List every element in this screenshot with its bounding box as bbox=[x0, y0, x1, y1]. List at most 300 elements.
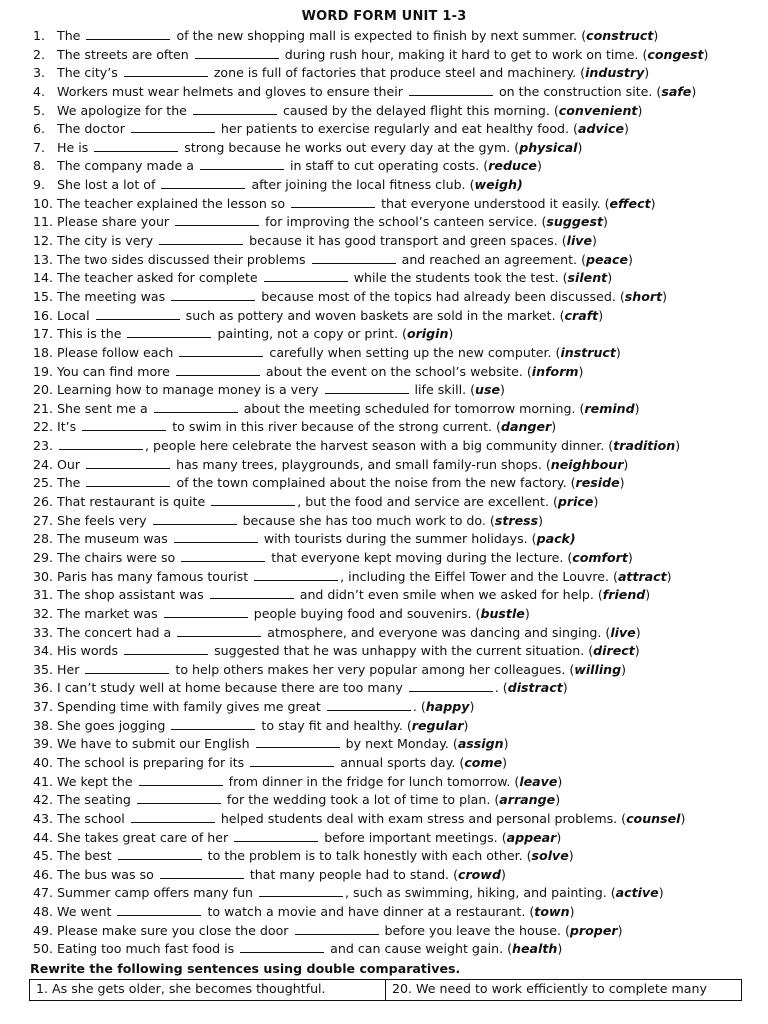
answer-blank[interactable] bbox=[159, 232, 243, 245]
answer-blank[interactable] bbox=[171, 717, 255, 730]
item-sentence bbox=[57, 605, 530, 624]
root-word: counsel bbox=[626, 810, 681, 826]
sentence-end: people buying food and souvenirs. ( bbox=[249, 605, 481, 621]
item-sentence bbox=[57, 549, 633, 568]
answer-blank[interactable] bbox=[131, 810, 215, 823]
item-sentence bbox=[57, 903, 575, 922]
sentence-end: suggested that he was unhappy with the current situation. ( bbox=[210, 643, 594, 659]
table-row bbox=[30, 980, 742, 1001]
answer-blank[interactable] bbox=[86, 456, 170, 469]
sentence-start: The two sides discussed their problems bbox=[57, 251, 310, 267]
root-word: use bbox=[475, 382, 501, 398]
item-sentence bbox=[57, 139, 582, 158]
root-word: inform bbox=[531, 363, 579, 379]
closing-paren: ) bbox=[469, 699, 475, 715]
sentence-start: The school is preparing for its bbox=[57, 754, 249, 770]
exercise-item bbox=[33, 810, 763, 829]
sentence-end: helped students deal with exam stress and personal problems. ( bbox=[216, 810, 627, 826]
exercise-item bbox=[33, 102, 763, 121]
sentence-start: Our bbox=[57, 456, 85, 472]
exercise-item bbox=[33, 232, 763, 251]
sentence-start: She lost a lot of bbox=[57, 177, 160, 193]
closing-paren: ) bbox=[538, 512, 544, 528]
closing-paren: ) bbox=[577, 139, 583, 155]
sentence-end: because it has good transport and green spaces. ( bbox=[245, 233, 567, 249]
item-number: 19. bbox=[33, 363, 54, 379]
root-word: advice bbox=[577, 121, 624, 137]
item-sentence bbox=[57, 717, 468, 736]
item-number: 29. bbox=[33, 549, 54, 565]
rewrite-cell-right: 20. We need to work efficiently to complete many bbox=[386, 980, 742, 1001]
answer-blank[interactable] bbox=[234, 829, 318, 842]
answer-blank[interactable] bbox=[124, 642, 208, 655]
answer-blank[interactable] bbox=[171, 288, 255, 301]
item-sentence bbox=[57, 269, 612, 288]
sentence-start: Learning how to manage money is a very bbox=[57, 382, 323, 398]
sentence-start: She takes great care of her bbox=[57, 829, 233, 845]
root-word: pack) bbox=[536, 531, 576, 547]
sentence-start: The teacher explained the lesson so bbox=[57, 195, 290, 211]
item-number: 6. bbox=[33, 121, 46, 137]
root-word: neighbour bbox=[550, 456, 624, 472]
item-number: 15. bbox=[33, 288, 54, 304]
sentence-start: The doctor bbox=[57, 121, 129, 137]
answer-blank[interactable] bbox=[164, 605, 248, 618]
root-word: live bbox=[566, 233, 593, 249]
root-word: physical bbox=[519, 139, 578, 155]
item-sentence bbox=[57, 213, 608, 232]
closing-paren: ) bbox=[557, 941, 563, 957]
answer-blank[interactable] bbox=[312, 251, 396, 264]
closing-paren: ) bbox=[658, 885, 664, 901]
exercise-item bbox=[33, 586, 763, 605]
item-sentence bbox=[57, 157, 542, 176]
answer-blank[interactable] bbox=[409, 83, 493, 96]
closing-paren: ) bbox=[602, 214, 608, 230]
item-sentence bbox=[57, 512, 543, 531]
sentence-start: That restaurant is quite bbox=[57, 494, 210, 510]
root-word: health bbox=[512, 941, 558, 957]
sentence-end: her patients to exercise regularly and eat healthy food. ( bbox=[216, 121, 578, 137]
root-word: friend bbox=[602, 587, 646, 603]
exercise-item bbox=[33, 512, 763, 531]
answer-blank[interactable] bbox=[193, 102, 277, 115]
item-sentence bbox=[57, 754, 507, 773]
closing-paren: ) bbox=[634, 400, 640, 416]
closing-paren: ) bbox=[675, 438, 681, 454]
item-number: 41. bbox=[33, 773, 54, 789]
answer-blank[interactable] bbox=[291, 195, 375, 208]
sentence-end: such as pottery and woven baskets are sold in the market. ( bbox=[181, 307, 565, 323]
exercise-item bbox=[33, 530, 763, 549]
closing-paren: ) bbox=[653, 28, 659, 43]
item-number: 21. bbox=[33, 400, 54, 416]
exercise-item bbox=[33, 456, 763, 475]
item-sentence bbox=[57, 176, 523, 195]
rewrite-table bbox=[29, 979, 742, 1001]
item-number: 35. bbox=[33, 661, 54, 677]
sentence-end: , people here celebrate the harvest season with a big community dinner. ( bbox=[145, 438, 614, 454]
closing-paren: ) bbox=[448, 326, 454, 342]
sentence-end: and didn’t even smile when we asked for help. ( bbox=[295, 587, 603, 603]
sentence-start: The school bbox=[57, 810, 129, 826]
root-word: leave bbox=[519, 773, 558, 789]
answer-blank[interactable] bbox=[154, 400, 238, 413]
item-sentence bbox=[57, 866, 506, 885]
closing-paren: ) bbox=[628, 251, 633, 267]
sentence-start: This is the bbox=[57, 326, 126, 342]
root-word: crowd bbox=[457, 866, 501, 882]
item-number: 50. bbox=[33, 941, 54, 957]
exercise-item bbox=[33, 83, 763, 102]
root-word: congest bbox=[647, 46, 704, 62]
closing-paren: ) bbox=[650, 195, 656, 211]
item-number: 2. bbox=[33, 46, 46, 62]
closing-paren: ) bbox=[615, 344, 621, 360]
closing-paren: ) bbox=[634, 643, 640, 659]
sentence-start: The bbox=[57, 475, 85, 491]
sentence-end: caused by the delayed flight this morning. ( bbox=[278, 102, 559, 118]
root-word: reduce bbox=[488, 158, 537, 174]
sentence-start: Spending time with family gives me great bbox=[57, 699, 325, 715]
answer-blank[interactable] bbox=[86, 474, 170, 487]
root-word: reside bbox=[575, 475, 620, 491]
sentence-end: strong because he works out every day at the gym. ( bbox=[180, 139, 520, 155]
root-word: construct bbox=[586, 28, 654, 43]
closing-paren: ) bbox=[593, 494, 599, 510]
sentence-end: after joining the local fitness club. ( bbox=[247, 177, 475, 193]
item-number: 39. bbox=[33, 736, 54, 752]
sentence-end: atmosphere, and everyone was dancing and singing. ( bbox=[263, 624, 611, 640]
root-word: convenient bbox=[558, 102, 638, 118]
item-number: 23. bbox=[33, 438, 54, 454]
exercise-item bbox=[33, 363, 763, 382]
sentence-start: The shop assistant was bbox=[57, 587, 208, 603]
sentence-end: and can cause weight gain. ( bbox=[326, 941, 513, 957]
item-sentence bbox=[57, 661, 626, 680]
sentence-end: before you leave the house. ( bbox=[380, 922, 570, 938]
item-number: 25. bbox=[33, 475, 54, 491]
answer-blank[interactable] bbox=[118, 847, 202, 860]
root-word: instruct bbox=[560, 344, 616, 360]
root-word: proper bbox=[569, 922, 618, 938]
sentence-start: She goes jogging bbox=[57, 717, 170, 733]
answer-blank[interactable] bbox=[211, 493, 295, 506]
item-number: 7. bbox=[33, 139, 46, 155]
item-sentence bbox=[57, 363, 583, 382]
item-number: 18. bbox=[33, 344, 54, 360]
item-sentence bbox=[57, 568, 672, 587]
closing-paren: ) bbox=[635, 624, 641, 640]
sentence-end: and reached an agreement. ( bbox=[397, 251, 586, 267]
sentence-start: He is bbox=[57, 139, 93, 155]
item-sentence bbox=[57, 530, 576, 549]
exercise-item bbox=[33, 474, 763, 493]
item-sentence bbox=[57, 400, 640, 419]
closing-paren: ) bbox=[536, 158, 542, 174]
sentence-start: Eating too much fast food is bbox=[57, 941, 239, 957]
item-sentence bbox=[57, 922, 623, 941]
sentence-end: from dinner in the fridge for lunch tomorrow. ( bbox=[224, 773, 520, 789]
sentence-end: for improving the school’s canteen service. ( bbox=[261, 214, 547, 230]
sentence-end: to watch a movie and have dinner at a restaurant. ( bbox=[203, 904, 535, 920]
closing-paren: ) bbox=[500, 866, 506, 882]
exercise-item bbox=[33, 120, 763, 139]
closing-paren: ) bbox=[503, 736, 509, 752]
item-sentence bbox=[57, 381, 505, 400]
answer-blank[interactable] bbox=[259, 884, 343, 897]
item-number: 47. bbox=[33, 885, 54, 901]
item-sentence bbox=[57, 940, 562, 959]
item-number: 24. bbox=[33, 456, 54, 472]
closing-paren: ) bbox=[624, 121, 629, 137]
exercise-item bbox=[33, 847, 763, 866]
item-sentence bbox=[57, 791, 560, 810]
answer-blank[interactable] bbox=[161, 176, 245, 189]
exercise-item bbox=[33, 325, 763, 344]
closing-paren: ) bbox=[680, 810, 686, 826]
item-number: 28. bbox=[33, 531, 54, 547]
answer-blank[interactable] bbox=[137, 791, 221, 804]
root-word: direct bbox=[593, 643, 635, 659]
answer-blank[interactable] bbox=[117, 903, 201, 916]
answer-blank[interactable] bbox=[177, 624, 261, 637]
item-sentence bbox=[57, 884, 664, 903]
closing-paren: ) bbox=[556, 829, 562, 845]
item-number: 16. bbox=[33, 307, 54, 323]
sentence-start: Please make sure you close the door bbox=[57, 922, 293, 938]
exercise-item bbox=[33, 773, 763, 792]
answer-blank[interactable] bbox=[82, 418, 166, 431]
exercise-item bbox=[33, 754, 763, 773]
item-sentence bbox=[57, 83, 696, 102]
answer-blank[interactable] bbox=[59, 437, 143, 450]
closing-paren: ) bbox=[592, 233, 597, 249]
answer-blank[interactable] bbox=[96, 307, 180, 320]
root-word: town bbox=[534, 904, 570, 920]
sentence-start: She sent me a bbox=[57, 400, 152, 416]
exercise-item bbox=[33, 139, 763, 158]
answer-blank[interactable] bbox=[94, 139, 178, 152]
sentence-start: Workers must wear helmets and gloves to ensure their bbox=[57, 83, 407, 99]
answer-blank[interactable] bbox=[179, 344, 263, 357]
closing-paren: ) bbox=[662, 288, 668, 304]
item-number: 3. bbox=[33, 65, 46, 81]
root-word: remind bbox=[584, 400, 635, 416]
root-word: price bbox=[557, 494, 594, 510]
sentence-end: about the event on the school’s website. ( bbox=[261, 363, 532, 379]
closing-paren: ) bbox=[555, 792, 561, 808]
sentence-start: The market was bbox=[57, 605, 162, 621]
sentence-start: She feels very bbox=[57, 512, 151, 528]
sentence-end: to the problem is to talk honestly with each other. ( bbox=[203, 848, 532, 864]
exercise-item bbox=[33, 829, 763, 848]
sentence-start: The teacher asked for complete bbox=[57, 270, 262, 286]
answer-blank[interactable] bbox=[124, 64, 208, 77]
answer-blank[interactable] bbox=[254, 568, 338, 581]
exercise-item bbox=[33, 437, 763, 456]
sentence-end: of the new shopping mall is expected to finish by next summer. ( bbox=[172, 28, 587, 43]
item-number: 44. bbox=[33, 829, 54, 845]
sentence-end: life skill. ( bbox=[410, 382, 475, 398]
exercise-list bbox=[33, 27, 763, 959]
closing-paren: ) bbox=[637, 102, 643, 118]
item-number: 49. bbox=[33, 922, 54, 938]
item-sentence bbox=[57, 307, 603, 326]
root-word: arrange bbox=[499, 792, 556, 808]
worksheet-title: WORD FORM UNIT 1-3 bbox=[301, 9, 467, 24]
answer-blank[interactable] bbox=[256, 735, 340, 748]
item-sentence bbox=[57, 27, 658, 46]
sentence-end: to help others makes her very popular among her colleagues. ( bbox=[171, 661, 575, 677]
item-sentence bbox=[57, 344, 621, 363]
closing-paren: ) bbox=[644, 65, 650, 81]
exercise-item bbox=[33, 568, 763, 587]
sentence-end: by next Monday. ( bbox=[341, 736, 458, 752]
exercise-item bbox=[33, 418, 763, 437]
sentence-start: I can’t study well at home because there are too many bbox=[57, 680, 407, 696]
sentence-end: of the town complained about the noise from the new factory. ( bbox=[172, 475, 576, 491]
item-number: 36. bbox=[33, 680, 54, 696]
sentence-start: The city’s bbox=[57, 65, 122, 81]
item-number: 11. bbox=[33, 214, 54, 230]
closing-paren: ) bbox=[500, 382, 505, 398]
sentence-end: that everyone kept moving during the lecture. ( bbox=[267, 549, 573, 565]
exercise-item bbox=[33, 940, 763, 959]
sentence-start: The seating bbox=[57, 792, 135, 808]
root-word: come bbox=[464, 754, 503, 770]
item-number: 4. bbox=[33, 83, 46, 99]
answer-blank[interactable] bbox=[181, 549, 265, 562]
sentence-start: You can find more bbox=[57, 363, 174, 379]
item-sentence bbox=[57, 64, 649, 83]
item-sentence bbox=[57, 493, 598, 512]
root-word: tradition bbox=[613, 438, 676, 454]
exercise-item bbox=[33, 922, 763, 941]
answer-blank[interactable] bbox=[200, 157, 284, 170]
item-sentence bbox=[57, 810, 685, 829]
closing-paren: ) bbox=[617, 922, 623, 938]
answer-blank[interactable] bbox=[295, 922, 379, 935]
item-number: 9. bbox=[33, 177, 46, 193]
root-word: appear bbox=[506, 829, 557, 845]
sentence-start: Please share your bbox=[57, 214, 174, 230]
root-word: willing bbox=[574, 661, 622, 677]
item-number: 31. bbox=[33, 587, 54, 603]
answer-blank[interactable] bbox=[175, 213, 259, 226]
item-sentence bbox=[57, 232, 597, 251]
item-number: 13. bbox=[33, 251, 54, 267]
sentence-start: Paris has many famous tourist bbox=[57, 568, 253, 584]
closing-paren: ) bbox=[627, 549, 633, 565]
exercise-item bbox=[33, 903, 763, 922]
closing-paren: ) bbox=[568, 848, 574, 864]
item-number: 12. bbox=[33, 233, 54, 249]
sentence-end: . ( bbox=[494, 680, 508, 696]
answer-blank[interactable] bbox=[195, 46, 279, 59]
root-word: weigh) bbox=[474, 177, 523, 193]
sentence-start: Summer camp offers many fun bbox=[57, 885, 258, 901]
answer-blank[interactable] bbox=[127, 325, 211, 338]
exercise-item bbox=[33, 176, 763, 195]
item-sentence bbox=[57, 288, 667, 307]
answer-blank[interactable] bbox=[86, 27, 170, 40]
sentence-end: . ( bbox=[412, 699, 426, 715]
root-word: craft bbox=[564, 307, 599, 323]
closing-paren: ) bbox=[607, 270, 613, 286]
closing-paren: ) bbox=[557, 773, 563, 789]
sentence-start: We went bbox=[57, 904, 116, 920]
item-number: 14. bbox=[33, 270, 54, 286]
item-sentence bbox=[57, 418, 556, 437]
answer-blank[interactable] bbox=[264, 269, 348, 282]
item-sentence bbox=[57, 642, 640, 661]
item-number: 8. bbox=[33, 158, 46, 174]
root-word: live bbox=[610, 624, 636, 640]
sentence-end: during rush hour, making it hard to get to work on time. ( bbox=[280, 46, 648, 62]
item-sentence bbox=[57, 437, 680, 456]
answer-blank[interactable] bbox=[327, 698, 411, 711]
sentence-end: that everyone understood it easily. ( bbox=[377, 195, 610, 211]
answer-blank[interactable] bbox=[139, 773, 223, 786]
sentence-start: His words bbox=[57, 643, 123, 659]
item-number: 27. bbox=[33, 512, 54, 528]
item-number: 5. bbox=[33, 102, 46, 118]
answer-blank[interactable] bbox=[174, 530, 258, 543]
answer-blank[interactable] bbox=[210, 586, 294, 599]
item-number: 30. bbox=[33, 568, 54, 584]
answer-blank[interactable] bbox=[153, 512, 237, 525]
sentence-end: with tourists during the summer holidays. ( bbox=[259, 531, 537, 547]
exercise-item bbox=[33, 46, 763, 65]
sentence-start: Her bbox=[57, 661, 84, 677]
closing-paren: ) bbox=[619, 475, 625, 491]
sentence-start: We have to submit our English bbox=[57, 736, 254, 752]
exercise-item bbox=[33, 735, 763, 754]
answer-blank[interactable] bbox=[250, 754, 334, 767]
closing-paren: ) bbox=[502, 754, 508, 770]
sentence-start: We apologize for the bbox=[57, 102, 191, 118]
answer-blank[interactable] bbox=[240, 940, 324, 953]
item-number: 42. bbox=[33, 792, 54, 808]
exercise-item bbox=[33, 344, 763, 363]
answer-blank[interactable] bbox=[131, 120, 215, 133]
item-number: 45. bbox=[33, 848, 54, 864]
closing-paren: ) bbox=[463, 717, 469, 733]
item-sentence bbox=[57, 847, 574, 866]
sentence-end: carefully when setting up the new computer. ( bbox=[265, 344, 561, 360]
answer-blank[interactable] bbox=[160, 866, 244, 879]
exercise-item bbox=[33, 381, 763, 400]
closing-paren: ) bbox=[551, 419, 557, 435]
exercise-item bbox=[33, 661, 763, 680]
answer-blank[interactable] bbox=[176, 363, 260, 376]
root-word: origin bbox=[406, 326, 449, 342]
item-number: 37. bbox=[33, 699, 54, 715]
rewrite-cell-left: 1. As she gets older, she becomes thoughtful. bbox=[30, 980, 386, 1001]
exercise-item bbox=[33, 288, 763, 307]
answer-blank[interactable] bbox=[325, 381, 409, 394]
sentence-start: The chairs were so bbox=[57, 549, 180, 565]
item-number: 22. bbox=[33, 419, 54, 435]
root-word: danger bbox=[500, 419, 552, 435]
answer-blank[interactable] bbox=[409, 679, 493, 692]
answer-blank[interactable] bbox=[85, 661, 169, 674]
item-number: 10. bbox=[33, 195, 54, 211]
item-sentence bbox=[57, 624, 641, 643]
root-word: bustle bbox=[480, 605, 525, 621]
item-number: 33. bbox=[33, 624, 54, 640]
